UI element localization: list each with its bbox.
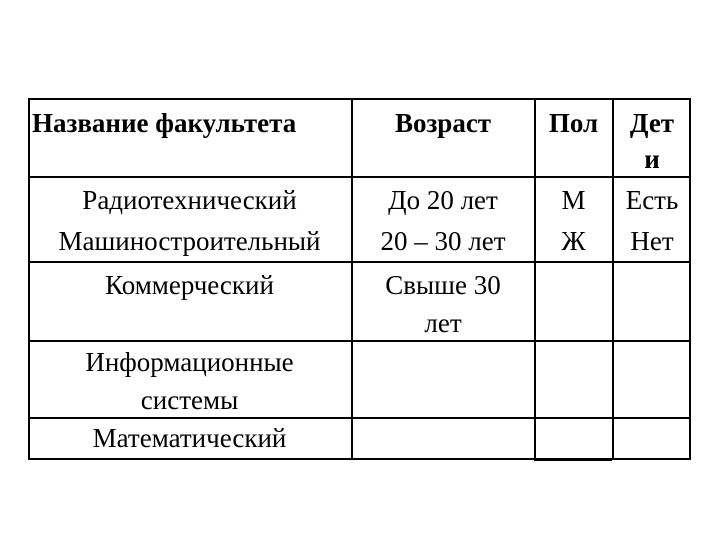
age-cell: лет (424, 308, 462, 338)
age-cell: Свыше 30 (385, 270, 501, 300)
row-divider (28, 261, 691, 263)
header-row-divider (28, 176, 691, 178)
row-divider (28, 340, 691, 342)
header-children-line1: Дет (629, 108, 675, 138)
age-cell: 20 – 30 лет (380, 226, 506, 256)
row-divider (351, 417, 691, 419)
header-age: Возраст (394, 108, 492, 138)
row-divider (28, 417, 351, 419)
age-cell: До 20 лет (388, 185, 498, 215)
faculty-cell: Машиностроительный (58, 226, 321, 256)
gender-cell: М (561, 185, 586, 215)
children-cell: Нет (630, 226, 674, 256)
faculty-cell: Математический (92, 423, 287, 453)
faculty-cell: системы (140, 385, 239, 415)
gender-column-bottom-edge (534, 458, 612, 461)
gender-cell: Ж (561, 226, 586, 256)
header-children-line2: и (644, 144, 660, 174)
faculty-cell: Коммерческий (105, 270, 274, 300)
header-faculty: Название факультета (32, 108, 297, 138)
children-cell: Есть (625, 185, 679, 215)
faculty-cell: Информационные (85, 347, 294, 377)
faculty-cell: Радиотехнический (82, 185, 297, 215)
column-divider-age-gender (534, 98, 536, 460)
header-gender: Пол (548, 108, 599, 138)
